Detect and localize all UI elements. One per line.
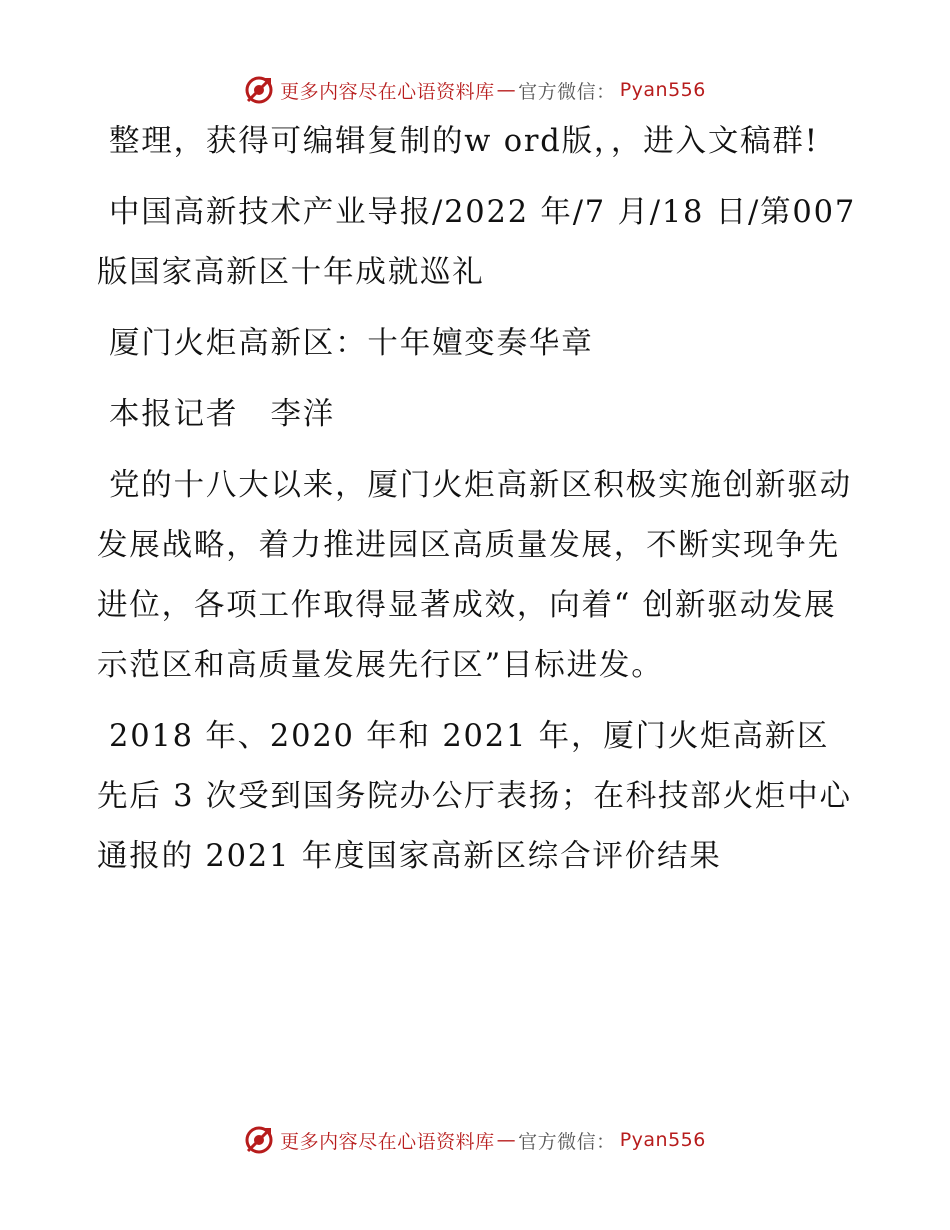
document-body	[97, 112, 857, 898]
watermark-dash: —	[496, 79, 517, 101]
footer-watermark	[0, 1120, 950, 1160]
watermark-text: 更多内容尽在心语资料库	[280, 80, 495, 103]
paragraph-body-2: 2018 年、2020 年和 2021 年，厦门火炬高新区先后 3 次受到国务院办公厅表扬；在科技部火炬中心通报的 2021 年度国家高新区综合评价结果	[97, 719, 852, 874]
article-title: 厦门火炬高新区：十年嬗变奏华章	[109, 326, 594, 361]
logo-seal-icon	[244, 1125, 274, 1155]
watermark-label: 官方微信：	[518, 80, 616, 103]
watermark-wechat-id: Pyan556	[619, 79, 706, 101]
watermark-wechat-id: Pyan556	[619, 1129, 706, 1151]
watermark-label: 官方微信：	[518, 1130, 616, 1153]
paragraph-intro: 整理，获得可编辑复制的w ord版，，进入文稿群!	[109, 124, 819, 159]
article-byline: 本报记者 李洋	[109, 397, 336, 432]
logo-seal-icon	[244, 75, 274, 105]
watermark-text: 更多内容尽在心语资料库	[280, 1130, 495, 1153]
watermark-dash: —	[496, 1129, 517, 1151]
paragraph-body-1: 党的十八大以来，厦门火炬高新区积极实施创新驱动发展战略，着力推进园区高质量发展，不断实现争先进位，各项工作取得显著成效，向着“ 创新驱动发展示范区和高质量发展先行区”目标进发。	[97, 468, 852, 683]
paragraph-source: 中国高新技术产业导报/2022 年/7 月/18 日/第007 版国家高新区十年成就巡礼	[97, 195, 857, 290]
header-watermark	[0, 70, 950, 110]
